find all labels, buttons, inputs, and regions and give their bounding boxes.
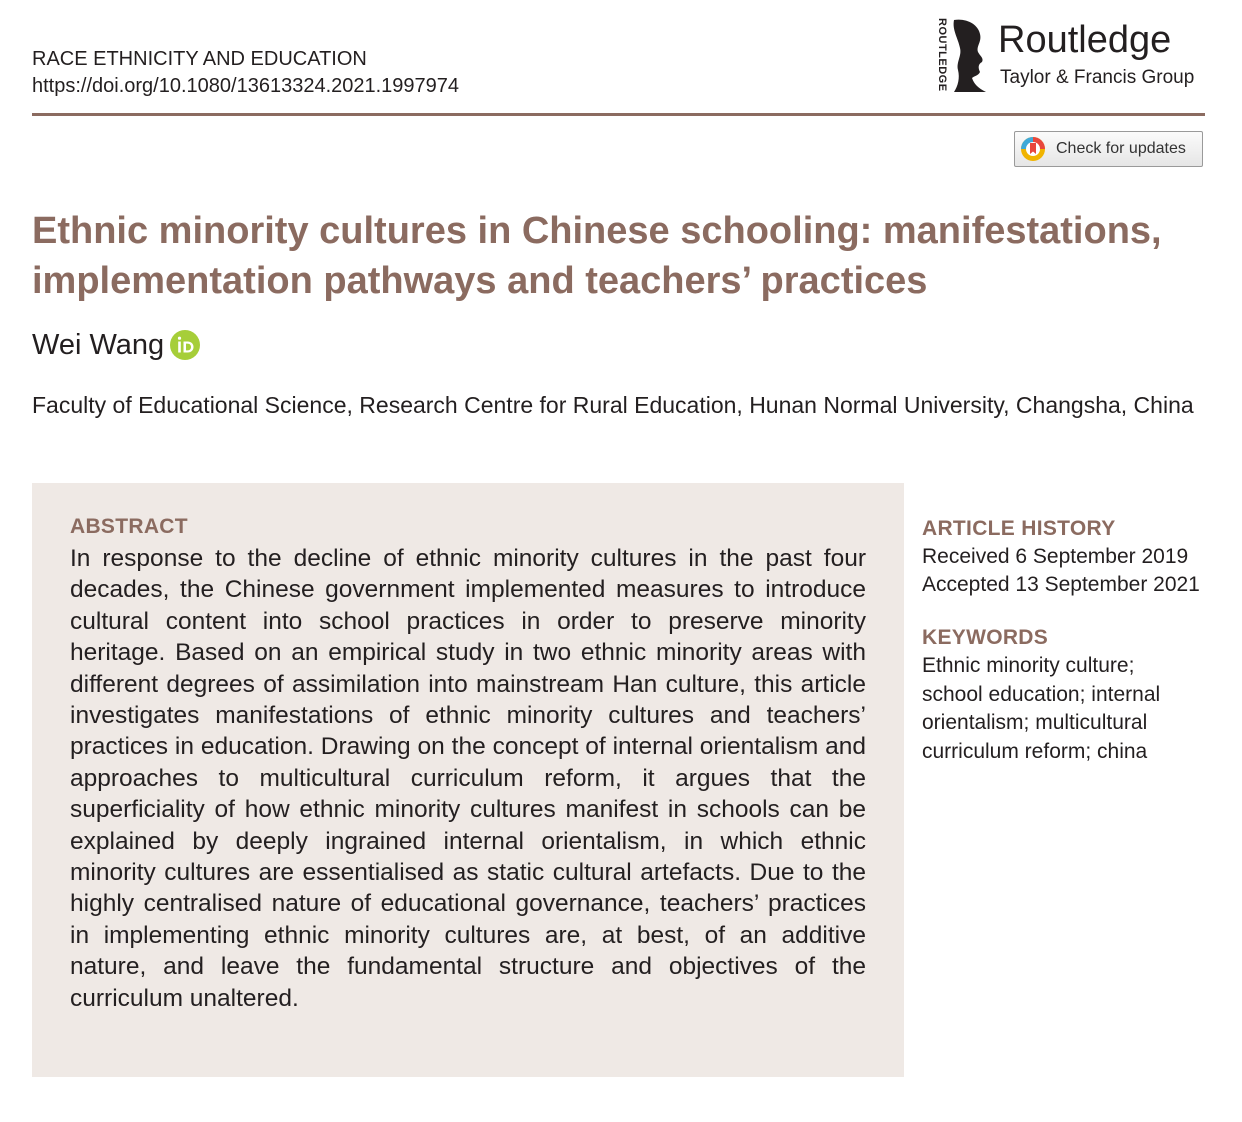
- keywords-text: Ethnic minority culture; school education; internal orientalism; multicultural curriculum reform; china: [922, 654, 1161, 763]
- doi-link[interactable]: https://doi.org/10.1080/13613324.2021.1997974: [32, 75, 460, 97]
- publisher-group: Taylor & Francis Group: [1000, 67, 1195, 88]
- publisher-logo: [930, 14, 1220, 98]
- journal-header: [32, 46, 459, 100]
- check-for-updates-button[interactable]: [1014, 131, 1203, 167]
- abstract-text: In response to the decline of ethnic minority cultures in the past four decades, the Chinese government implemented measures to introduce cultural content into school practices in order to preserve minority heritage. Based on an empirical study in two ethnic minority areas with different degrees of assimilation into mainstream Han culture, this article investigates manifestations of ethnic minority cultures and teachers’ practices in education. Drawing on the concept of internal orientalism and approaches to multicultural curriculum reform, it argues that the superficiality of how ethnic minority cultures manifest in schools can be explained by deeply ingrained internal orientalism, in which ethnic minority cultures are essentialised as static cultural artefacts. Due to the highly centralised nature of educational governance, teachers’ practices in implementing ethnic minority cultures are, at best, of an additive nature, and leave the fundamental structure and objectives of the curriculum unaltered.: [70, 545, 866, 1012]
- article-sidebar: [922, 515, 1222, 766]
- publisher-name: Routledge: [998, 19, 1172, 61]
- article-title: Ethnic minority cultures in Chinese schooling: manifestations, implementation pathways and teachers’ practices: [32, 210, 1162, 302]
- journal-name: RACE ETHNICITY AND EDUCATION: [32, 48, 367, 70]
- check-for-updates-label: Check for updates: [1056, 140, 1186, 157]
- keywords-heading: KEYWORDS: [922, 626, 1049, 649]
- abstract-heading: ABSTRACT: [70, 515, 188, 538]
- article-history-heading: ARTICLE HISTORY: [922, 517, 1116, 540]
- accepted-date: Accepted 13 September 2021: [922, 573, 1200, 596]
- orcid-icon[interactable]: [170, 330, 200, 360]
- header-divider: [32, 113, 1205, 116]
- abstract-panel: [32, 483, 904, 1077]
- crossmark-icon: [1020, 136, 1046, 162]
- author-affiliation: Faculty of Educational Science, Research Centre for Rural Education, Hunan Normal University, Changsha, China: [32, 392, 1194, 418]
- received-date: Received 6 September 2019: [922, 545, 1189, 568]
- publisher-vertical-label: ROUTLEDGE: [936, 18, 948, 92]
- author-name[interactable]: Wei Wang: [32, 329, 165, 361]
- author-line: [32, 326, 200, 364]
- routledge-profile-logo-icon: [948, 16, 988, 96]
